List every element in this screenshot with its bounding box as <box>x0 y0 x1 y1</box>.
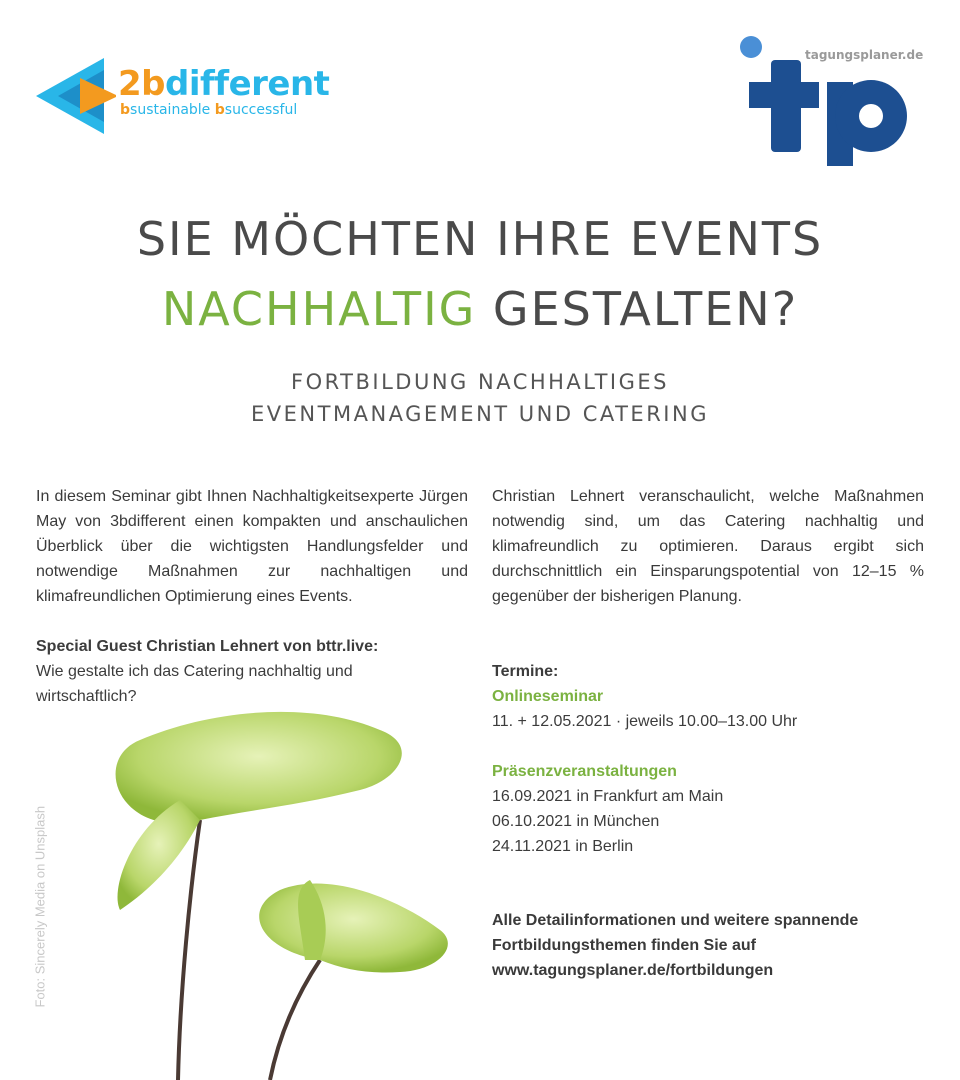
logo-2bdifferent <box>36 56 330 136</box>
photo-credit: Foto: Sincerely Media on Unsplash <box>32 805 48 1008</box>
info-line-1: Alle Detailinformationen und weitere spannende <box>492 912 859 929</box>
headline-line-1: SIE MÖCHTEN IHRE EVENTS <box>136 212 824 266</box>
guest-line-2: wirtschaftlich? <box>36 688 137 705</box>
intro-left-paragraph: In diesem Seminar gibt Ihnen Nachhaltigkeitsexperte Jürgen May von 3bdifferent einen kompakten und anschaulichen Überblick über die wichtigsten Handlungsfelder und notwendige Maßnahmen zur nachhaltigen und klimafreundlichen Optimierung eines Events. <box>36 488 468 605</box>
special-guest-block <box>36 634 476 709</box>
online-heading: Onlineseminar <box>492 688 604 705</box>
praesenz-date-2: 06.10.2021 in München <box>492 813 660 830</box>
headline-line-2 <box>0 282 960 336</box>
info-line-2: Fortbildungsthemen finden Sie auf <box>492 937 756 954</box>
info-block <box>492 908 932 983</box>
logo-tagungsplaner <box>735 30 930 170</box>
subheadline-line-1: FORTBILDUNG NACHHALTIGES <box>290 370 669 394</box>
guest-heading: Special Guest Christian Lehnert von bttr.live: <box>36 638 379 655</box>
praesenz-heading: Präsenzveranstaltungen <box>492 763 677 780</box>
subheadline-line-2: EVENTMANAGEMENT UND CATERING <box>251 402 709 426</box>
intro-right-paragraph: Christian Lehnert veranschaulicht, welche Maßnahmen notwendig sind, um das Catering nachhaltig und klimafreundlich zu optimieren. Daraus ergibt sich durchschnittlich ein Einsparungspotential von 12–15 % gegenüber der bisherigen Planung. <box>492 488 924 605</box>
headline-rest: GESTALTEN? <box>476 282 799 336</box>
logo-wordmark: 2bdifferent <box>118 64 330 104</box>
logo-tagline: bsustainable bsuccessful <box>120 102 298 118</box>
headline-green-word: NACHHALTIG <box>161 282 477 336</box>
plant-image <box>60 690 520 1080</box>
praesenz-date-3: 24.11.2021 in Berlin <box>492 838 634 855</box>
logo-url: tagungsplaner.de <box>805 48 924 62</box>
online-date: 11. + 12.05.2021 · jeweils 10.00–13.00 Uhr <box>492 713 798 730</box>
termine-block <box>492 659 932 859</box>
termine-heading: Termine: <box>492 663 559 680</box>
guest-line-1: Wie gestalte ich das Catering nachhaltig und <box>36 663 353 680</box>
2bdifferent-triangle-icon <box>36 56 116 136</box>
praesenz-date-1: 16.09.2021 in Frankfurt am Main <box>492 788 724 805</box>
info-link[interactable]: www.tagungsplaner.de/fortbildungen <box>492 962 774 979</box>
